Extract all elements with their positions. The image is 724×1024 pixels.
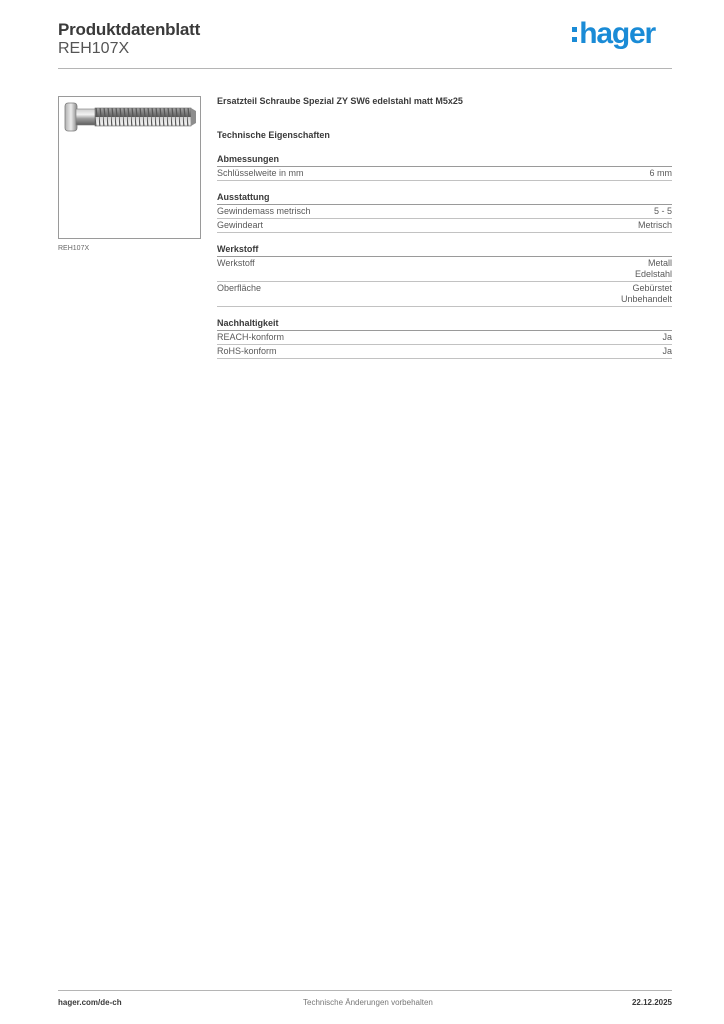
row-value [621,283,672,305]
table-row [217,282,672,307]
row-label: Oberfläche [217,283,262,293]
table-row [217,257,672,282]
row-label: REACH-konform [217,332,285,342]
footer-notice: Technische Änderungen vorbehalten [303,998,433,1007]
product-image [58,96,201,239]
group-ausstattung [217,192,672,233]
group-title: Werkstoff [217,244,672,257]
page-header [58,17,672,70]
group-nachhaltigkeit [217,318,672,359]
product-details [217,96,672,364]
row-label: Gewindemass metrisch [217,206,311,216]
image-caption: REH107X [58,245,90,252]
row-value: 5 - 5 [653,206,672,216]
table-row [217,331,672,345]
screw-icon [59,97,200,238]
logo-text: hager [579,17,655,50]
hager-logo [572,17,655,51]
value-line: Unbehandelt [620,294,672,304]
footer-divider [58,990,672,991]
group-title: Nachhaltigkeit [217,318,672,331]
document-title: Produktdatenblatt [58,20,201,39]
row-value: Ja [662,332,672,342]
value-line: Gebürstet [632,283,672,293]
logo-dots-icon [572,27,577,42]
row-label: Schlüsselweite in mm [217,168,304,178]
row-value: Metrisch [637,220,672,230]
table-row [217,167,672,181]
row-value: 6 mm [649,168,672,178]
table-row [217,345,672,359]
row-label: RoHS-konform [217,346,277,356]
product-description: Ersatzteil Schraube Spezial ZY SW6 edelstahl matt M5x25 [217,96,463,106]
row-value [635,258,672,280]
value-line: Metall [647,258,672,268]
value-line: Edelstahl [634,269,672,279]
group-abmessungen [217,154,672,181]
footer-date: 22.12.2025 [631,998,672,1007]
table-row [217,219,672,233]
group-title: Abmessungen [217,154,672,167]
table-row [217,205,672,219]
section-title: Technische Eigenschaften [217,130,330,140]
row-label: Gewindeart [217,220,264,230]
group-werkstoff [217,244,672,307]
footer-website-link[interactable]: hager.com/de-ch [58,998,122,1007]
header-divider [58,68,672,69]
product-code: REH107X [58,40,130,57]
row-label: Werkstoff [217,258,255,268]
row-value: Ja [662,346,672,356]
group-title: Ausstattung [217,192,672,205]
